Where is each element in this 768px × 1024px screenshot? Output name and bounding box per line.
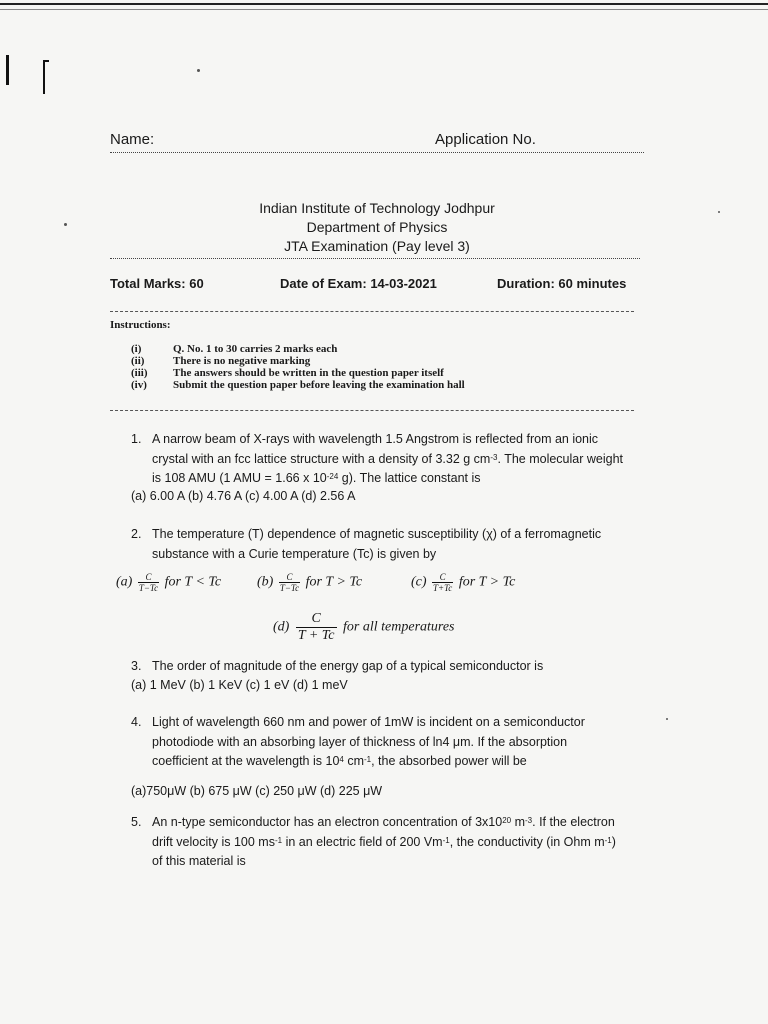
question-4-options: (a)750μW (b) 675 μW (c) 250 μW (d) 225 μW bbox=[131, 784, 383, 798]
exam-name: JTA Examination (Pay level 3) bbox=[284, 238, 470, 254]
instructions-top-rule bbox=[110, 311, 634, 312]
question-number: 5. bbox=[131, 815, 142, 829]
question-4-line: photodiode with an absorbing layer of thickness of ln4 μm. If the absorption bbox=[152, 734, 568, 749]
fraction: $\frac{C}{T-Tc}$ bbox=[138, 572, 159, 593]
exam-title-block bbox=[110, 199, 644, 256]
question-1-line: is 108 AMU (1 AMU = 1.66 x $10^{-24}$ g). The lattice constant is bbox=[152, 471, 481, 485]
fraction: $\frac{C}{T + Tc}$ bbox=[297, 611, 335, 643]
question-2-line: The temperature (T) dependence of magnetic susceptibility (χ) of a ferromagnetic bbox=[152, 527, 602, 541]
instruction-item bbox=[0, 379, 768, 391]
department-name: Department of Physics bbox=[306, 219, 448, 235]
exam-date bbox=[280, 276, 437, 291]
instruction-item bbox=[0, 355, 768, 367]
question-2-option-b: (b) $\frac{C}{T-Tc}$ for T > Tc bbox=[257, 572, 363, 593]
scan-speck bbox=[197, 69, 200, 72]
instructions-bottom-rule bbox=[110, 410, 634, 411]
question-5-line: of this material is bbox=[152, 854, 246, 868]
question-2-line: substance with a Curie temperature (Tc) is given by bbox=[152, 546, 437, 561]
instructions-title: Instructions: bbox=[110, 319, 171, 331]
question-2-option-a: (a) $\frac{C}{T-Tc}$ for T < Tc bbox=[116, 572, 222, 593]
instruction-number: (iii) bbox=[131, 367, 148, 379]
application-number-label: Application No. bbox=[435, 131, 536, 148]
question-number: 4. bbox=[131, 715, 142, 729]
question-1-line: A narrow beam of X-rays with wavelength 1.5 Angstrom is reflected from an ionic bbox=[152, 432, 599, 446]
question-2-text bbox=[152, 525, 644, 564]
instruction-item bbox=[0, 343, 768, 355]
total-marks: Total Marks: 60 bbox=[110, 276, 204, 291]
instruction-text: There is no negative marking bbox=[173, 355, 311, 367]
fraction: $\frac{C}{T-Tc}$ bbox=[279, 572, 300, 593]
question-5-line: drift velocity is 100 $ms^{-1}$ in an electric field of 200 $Vm^{-1}$, the conductivity (in Ohm $m^{-1}$) bbox=[152, 834, 616, 849]
question-1-text bbox=[152, 430, 644, 489]
instruction-item bbox=[0, 367, 768, 379]
question-4-line: Light of wavelength 660 nm and power of 1mW is incident on a semiconductor bbox=[152, 715, 585, 729]
scan-margin-mark bbox=[6, 55, 9, 85]
question-2-option-c: (c) $\frac{C}{T+Tc}$ for T > Tc bbox=[411, 572, 516, 593]
question-1-options: (a) 6.00 A (b) 4.76 A (c) 4.00 A (d) 2.56 A bbox=[131, 489, 356, 503]
exam-date-value: 14-03-2021 bbox=[370, 276, 437, 291]
institute-name: Indian Institute of Technology Jodhpur bbox=[259, 200, 495, 216]
instruction-number: (iv) bbox=[131, 379, 147, 391]
question-number: 1. bbox=[131, 432, 142, 446]
scan-speck bbox=[666, 718, 668, 720]
instruction-number: (i) bbox=[131, 343, 142, 355]
instruction-text: Q. No. 1 to 30 carries 2 marks each bbox=[173, 343, 338, 355]
name-label: Name: bbox=[110, 131, 155, 148]
scan-margin-mark bbox=[43, 60, 49, 62]
exam-date-label: Date of Exam: bbox=[280, 276, 367, 291]
fraction: $\frac{C}{T+Tc}$ bbox=[433, 572, 453, 593]
scan-margin-mark bbox=[43, 60, 45, 94]
scan-top-border bbox=[0, 3, 768, 5]
question-2-option-d: (d) $\frac{C}{T + Tc}$ for all temperatures bbox=[273, 611, 455, 643]
header-rule bbox=[110, 152, 644, 153]
instruction-text: Submit the question paper before leaving the examination hall bbox=[173, 379, 465, 391]
question-1-line: crystal with an fcc lattice structure with a density of 3.32 g $cm^{-3}$. The molecular weight bbox=[152, 451, 623, 466]
question-number: 3. bbox=[131, 659, 142, 673]
exam-duration: Duration: 60 minutes bbox=[497, 276, 627, 291]
question-3-options: (a) 1 MeV (b) 1 KeV (c) 1 eV (d) 1 meV bbox=[131, 678, 348, 692]
question-5-text bbox=[152, 813, 644, 872]
scan-speck bbox=[64, 223, 67, 226]
instruction-text: The answers should be written in the question paper itself bbox=[173, 367, 444, 379]
scan-top-border-thin bbox=[0, 9, 768, 10]
question-5-line: An n-type semiconductor has an electron concentration of $3x10^{20}$ $m^{-3}$. If the electron bbox=[152, 815, 615, 829]
scan-speck bbox=[718, 211, 720, 213]
instruction-number: (ii) bbox=[131, 355, 145, 367]
question-4-text bbox=[152, 713, 644, 772]
question-number: 2. bbox=[131, 527, 142, 541]
question-4-line: coefficient at the wavelength is $10^4$ $cm^{-1}$, the absorbed power will be bbox=[152, 754, 527, 768]
question-3-text: The order of magnitude of the energy gap of a typical semiconductor is bbox=[152, 659, 544, 673]
title-rule bbox=[110, 258, 640, 259]
